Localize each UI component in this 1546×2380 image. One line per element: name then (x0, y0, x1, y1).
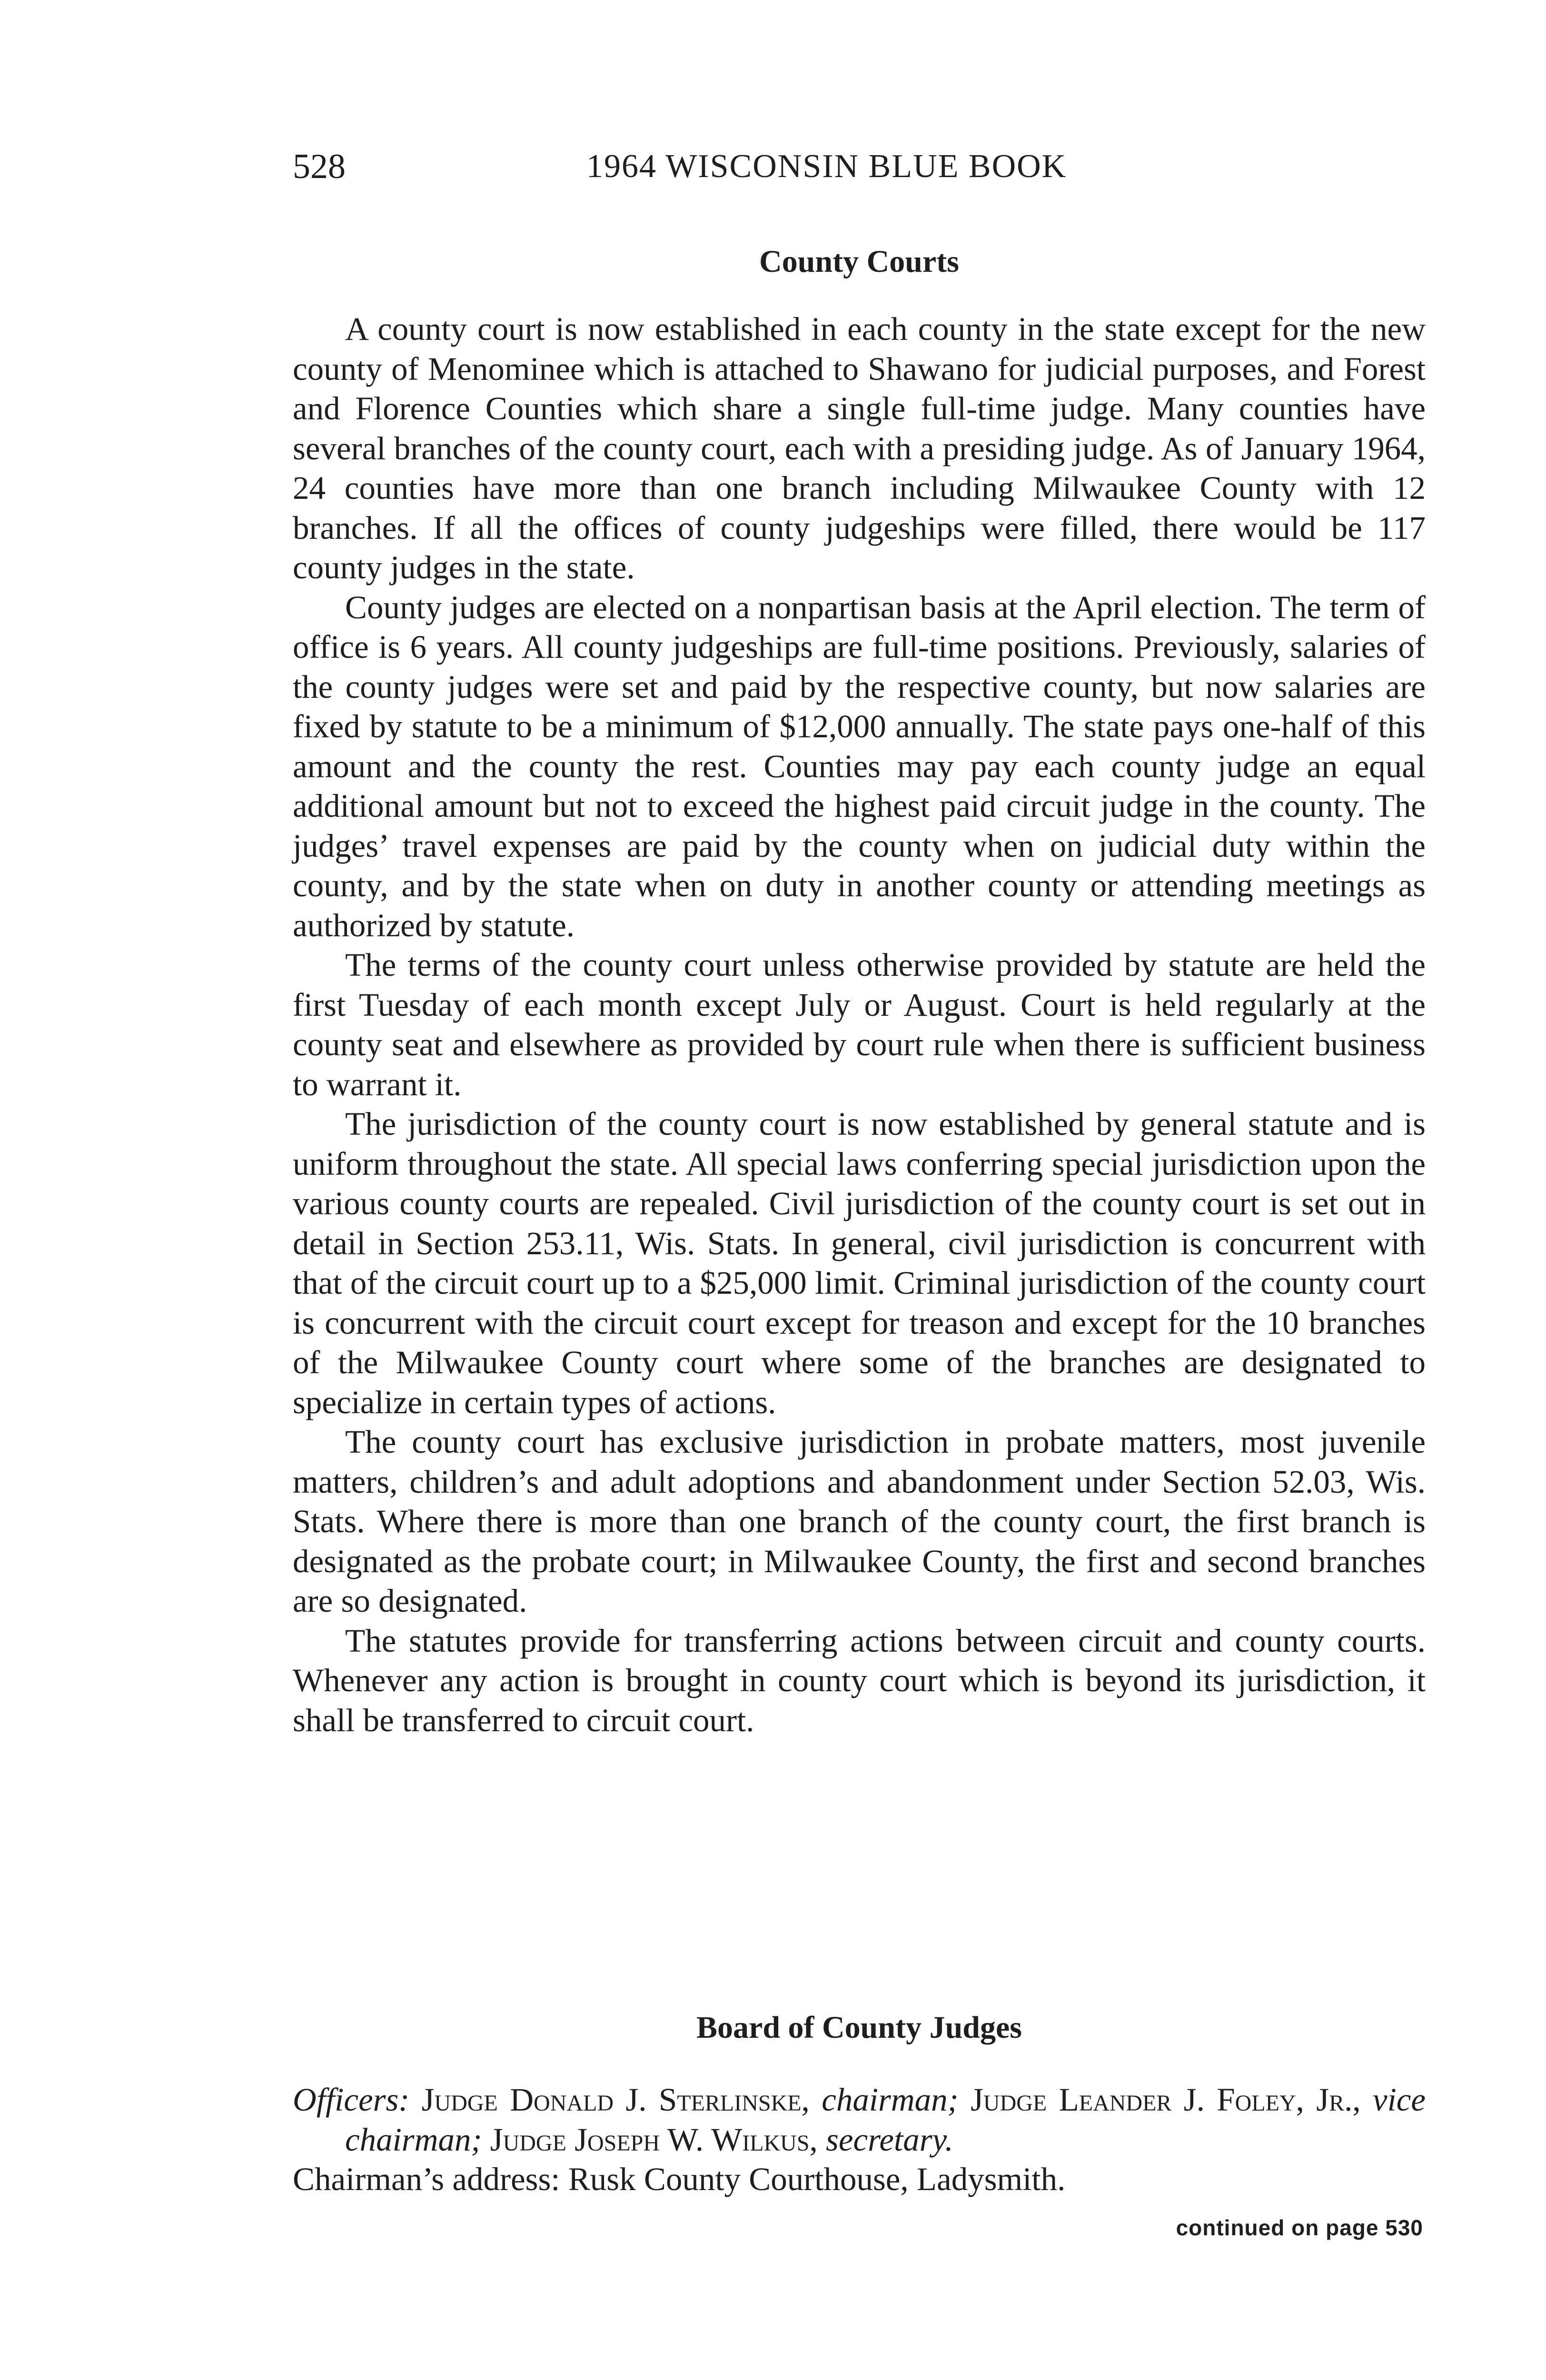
vice-chairman-name: Judge Leander J. Foley, Jr., (971, 2082, 1361, 2118)
paragraph-probate: The county court has exclusive jurisdiction in probate matters, most juvenile matters, children’s and adult adoptions and abandonment under Section 52.03, Wis. Stats. Where there is more than one branch of the county court, the first branch is designated as the probate court; in Milwaukee County, the first and second branches are so designated. (293, 1424, 1426, 1619)
county-courts-body (293, 309, 1426, 1740)
county-courts-heading: County Courts (759, 244, 959, 279)
officers-list (293, 2080, 1426, 2160)
vice-chairman-role: vice chairman; (345, 2082, 1426, 2158)
secretary-role: secretary. (826, 2121, 953, 2158)
paragraph-terms: The terms of the county court unless otherwise provided by statute are held the first Tuesday of each month except July or August. Court is held regularly at the county seat and elsewhere as provided by court rule when there is sufficient business to warrant it. (293, 947, 1426, 1102)
running-head (293, 143, 1426, 195)
board-officers (293, 2080, 1426, 2200)
book-title: 1964 WISCONSIN BLUE BOOK (586, 148, 1067, 185)
paragraph-election-salaries: County judges are elected on a nonpartisan basis at the April election. The term of office is 6 years. All county judgeships are full-time positions. Previously, salaries of the county judges were set and paid by the respective county, but now salaries are fixed by statute to be a minimum of $12,000 annually. The state pays one-half of this amount and the county the rest. Counties may pay each county judge an equal additional amount but not to exceed the highest paid circuit judge in the county. The judges’ travel expenses are paid by the county when on judicial duty within the county, and by the state when on duty in another county or attending meetings as authorized by statute. (293, 589, 1426, 943)
secretary-name: Judge Joseph W. Wilkus, (490, 2121, 818, 2158)
paragraph-jurisdiction: The jurisdiction of the county court is now established by general statute and is uniform throughout the state. All special laws conferring special jurisdiction upon the various county courts are repealed. Civil jurisdiction of the county court is set out in detail in Section 253.11, Wis. Stats. In general, civil jurisdiction is concurrent with that of the circuit court up to a $25,000 limit. Criminal jurisdiction of the county court is concurrent with the circuit court except for treason and except for the 10 branches of the Milwaukee County court where some of the branches are designated to specialize in certain types of actions. (293, 1106, 1426, 1420)
paragraph-establishment: A county court is now established in each county in the state except for the new county of Menominee which is attached to Shawano for judicial purposes, and Forest and Florence Counties which share a single full-time judge. Many counties have several branches of the county court, each with a presiding judge. As of January 1964, 24 counties have more than one branch including Milwaukee County with 12 branches. If all the offices of county judgeships were filled, there would be 117 county judges in the state. (293, 311, 1426, 585)
chairman-address: Chairman’s address: Rusk County Courthouse, Ladysmith. (293, 2161, 1066, 2197)
continued-note: continued on page 530 (1176, 2215, 1423, 2240)
paragraph-transfers: The statutes provide for transferring actions between circuit and county courts. Whenever any action is brought in county court which is beyond its jurisdiction, it shall be transferred to circuit court. (293, 1622, 1426, 1738)
officers-label: Officers: (293, 2082, 410, 2118)
page-number: 528 (293, 147, 346, 186)
board-heading: Board of County Judges (696, 2010, 1022, 2045)
chairman-role: chairman; (822, 2082, 959, 2118)
chairman-name: Judge Donald J. Sterlinske, (421, 2082, 810, 2118)
